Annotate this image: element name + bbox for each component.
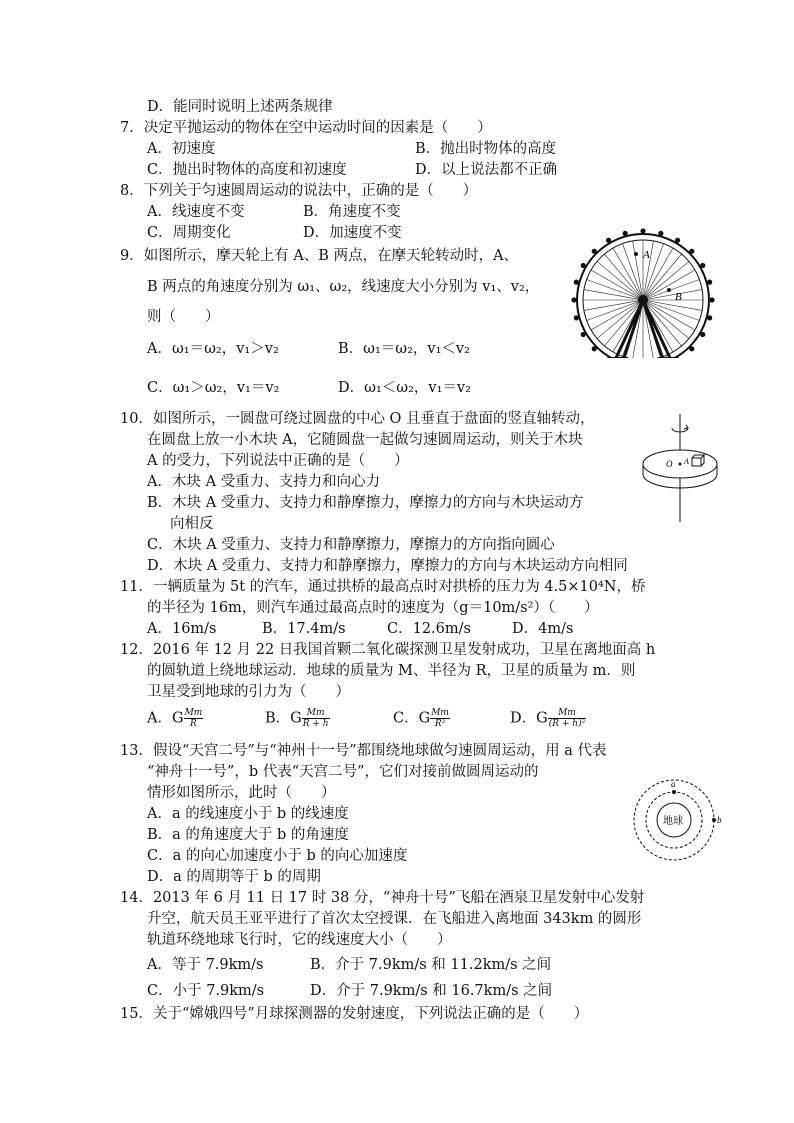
q8-option-a: A．线速度不变: [147, 204, 245, 220]
q12-option-a-fraction: [184, 708, 204, 729]
wheel-cabin: [571, 297, 576, 302]
q12-option-d-fraction: [548, 708, 586, 729]
q12-d-den: (R + h)²: [548, 719, 586, 729]
wheel-cabin: [700, 263, 705, 268]
q9-option-b: B．ω₁＝ω₂，v₁＜v₂: [338, 341, 470, 357]
q12-option-b-fraction: [302, 708, 330, 729]
wheel-cabin: [707, 315, 712, 320]
wheel-cabin: [709, 297, 714, 302]
q14-option-a: A．等于 7.9km/s: [147, 957, 264, 973]
q9-line3: 则（ ）: [147, 309, 220, 325]
wheel-cabin: [689, 249, 694, 254]
q10-option-a: A．木块 A 受重力、支持力和向心力: [147, 474, 381, 490]
wheel-cabin: [592, 346, 597, 351]
q8-option-d: D．加速度不变: [303, 225, 402, 241]
q10-line1: 10．如图所示，一圆盘可绕过圆盘的中心 O 且垂直于盘面的竖直轴转动，: [120, 411, 595, 427]
q13-option-d: D．a 的周期等于 b 的周期: [147, 869, 321, 885]
q12-d-num: Mm: [548, 708, 586, 719]
wheel-label-b: B: [675, 291, 682, 303]
q10-option-b-line2: 向相反: [170, 516, 214, 532]
q14-line2: 升空，航天员王亚平进行了首次太空授课．在飞船进入离地面 343km 的圆形: [147, 911, 642, 927]
q11-line2: 的半径为 16m，则汽车通过最高点时的速度为（g＝10m/s²）（ ）: [147, 600, 599, 616]
q6-option-d: D．能同时说明上述两条规律: [147, 99, 333, 115]
orbit-figure: [628, 776, 724, 864]
q7-option-a: A．初速度: [147, 141, 216, 157]
q14-option-d: D．介于 7.9km/s 和 16.7km/s 之间: [310, 983, 553, 999]
q12-option-b-prefix: B．G: [265, 710, 302, 727]
wheel-cabin: [675, 238, 680, 243]
q13-line2: “神舟十一号”，b 代表“天宫二号”，它们对接前做圆周运动的: [147, 764, 539, 780]
q14-line3: 轨道环绕地球飞行时，它的线速度大小（ ）: [147, 932, 452, 948]
wheel-label-a: A: [643, 249, 650, 261]
q8-option-b: B．角速度不变: [303, 204, 401, 220]
q14-option-b: B．介于 7.9km/s 和 11.2km/s 之间: [310, 957, 552, 973]
q11-option-d: D．4m/s: [512, 621, 574, 637]
q12-option-c-prefix: C．G: [393, 710, 431, 727]
q11-option-b: B．17.4m/s: [262, 621, 346, 637]
q12-line1: 12．2016 年 12 月 22 日我国首颗二氧化碳探测卫星发射成功，卫星在离地面高 h: [120, 642, 656, 658]
wheel-cabin: [658, 231, 663, 236]
q12-b-num: Mm: [302, 708, 330, 719]
wheel-cabin: [606, 238, 611, 243]
wheel-cabin: [592, 249, 597, 254]
q9-option-d: D．ω₁＜ω₂，v₁＝v₂: [338, 380, 471, 396]
q11-option-c: C．12.6m/s: [387, 621, 471, 637]
q15-line1: 15．关于“嫦娥四号”月球探测器的发射速度，下列说法正确的是（ ）: [120, 1006, 589, 1022]
wheel-cabin: [700, 332, 705, 337]
q12-option-d-prefix: D．G: [510, 710, 548, 727]
wheel-cabin: [623, 231, 628, 236]
q7-stem: 7．决定平抛运动的物体在空中运动时间的因素是（ ）: [120, 120, 492, 136]
q13-line3: 情形如图所示，此时（ ）: [147, 785, 336, 801]
q12-line2: 的圆轨道上绕地球运动．地球的质量为 M、半径为 R，卫星的质量为 m．则: [147, 663, 636, 679]
q12-option-a-prefix: A．G: [147, 710, 184, 727]
q12-c-den: R²: [434, 719, 446, 729]
wheel-cabin: [640, 228, 645, 233]
q12-c-num: Mm: [431, 708, 449, 718]
wheel-cabin: [581, 263, 586, 268]
q7-option-b: B．抛出时物体的高度: [415, 141, 557, 157]
q13-option-c: C．a 的向心加速度小于 b 的向心加速度: [147, 848, 408, 864]
q12-a-den: R: [190, 719, 197, 729]
q10-option-c: C．木块 A 受重力、支持力和静摩擦力，摩擦力的方向指向圆心: [147, 537, 555, 553]
q12-option-c: [393, 708, 450, 729]
q9-line2: B 两点的角速度分别为 ω₁、ω₂，线速度大小分别为 v₁、v₂，: [147, 279, 540, 295]
q12-option-c-fraction: [430, 708, 450, 729]
q13-line1: 13．假设“天宫二号”与“神州十一号”都围绕地球做匀速圆周运动，用 a 代表: [120, 743, 607, 759]
wheel-cabin: [581, 332, 586, 337]
earth-label: 地球: [663, 816, 683, 827]
q9-option-a: A．ω₁＝ω₂，v₁＞v₂: [147, 341, 279, 357]
q12-a-num: Mm: [184, 708, 203, 718]
q12-b-den: R + h: [302, 719, 329, 729]
q9-line1: 9．如图所示，摩天轮上有 A、B 两点，在摩天轮转动时，A、: [120, 248, 519, 264]
q7-option-d: D．以上说法都不正确: [415, 162, 558, 178]
q11-line1: 11．一辆质量为 5t 的汽车，通过拱桥的最高点时对拱桥的压力为 4.5×10⁴N，桥: [120, 579, 646, 595]
q10-option-b-line1: B．木块 A 受重力、支持力和静摩擦力，摩擦力的方向与木块运动方: [147, 495, 584, 511]
disk-label-a: A: [684, 457, 689, 466]
orbit-label-b: b: [717, 815, 722, 825]
q14-option-c: C．小于 7.9km/s: [147, 983, 265, 999]
q9-option-c: C．ω₁＞ω₂，v₁＝v₂: [147, 380, 280, 396]
q10-line2: 在圆盘上放一小木块 A，它随圆盘一起做匀速圆周运动，则关于木块: [147, 432, 583, 448]
q8-option-c: C．周期变化: [147, 225, 231, 241]
q10-option-d: D．木块 A 受重力、支持力和静摩擦力，摩擦力的方向与木块运动方向相同: [147, 558, 628, 574]
rotating-disk-figure: [640, 412, 720, 524]
ferris-wheel-figure: [566, 226, 722, 358]
disk-label-o: O: [666, 459, 673, 469]
q12-line3: 卫星受到地球的引力为（ ）: [147, 684, 350, 700]
wheel-cabin: [707, 280, 712, 285]
wheel-cabin: [574, 280, 579, 285]
q8-stem: 8．下列关于匀速圆周运动的说法中，正确的是（ ）: [120, 183, 478, 199]
q7-option-c: C．抛出时物体的高度和初速度: [147, 162, 347, 178]
orbit-label-a: a: [671, 779, 676, 789]
q10-line3: A 的受力，下列说法中正确的是（ ）: [147, 453, 409, 469]
q12-option-d: [510, 708, 586, 729]
q13-option-b: B．a 的角速度大于 b 的角速度: [147, 827, 349, 843]
q12-option-b: [265, 708, 330, 729]
q11-option-a: A．16m/s: [147, 621, 217, 637]
q12-option-a: [147, 708, 203, 729]
q14-line1: 14．2013 年 6 月 11 日 17 时 38 分，“神舟十号”飞船在酒泉卫星发射中心发射: [120, 890, 645, 906]
wheel-cabin: [574, 315, 579, 320]
q13-option-a: A．a 的线速度小于 b 的线速度: [147, 806, 349, 822]
wheel-cabin: [689, 346, 694, 351]
